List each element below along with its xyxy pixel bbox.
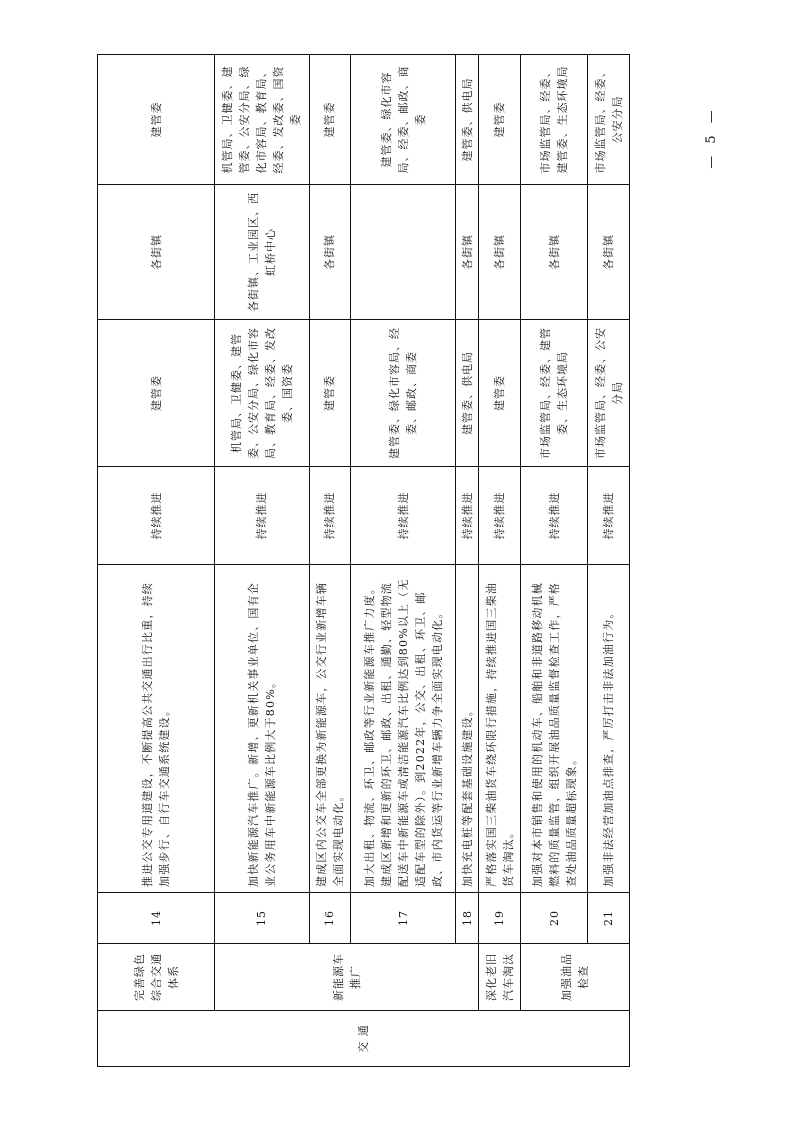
lead-unit-cell: 建管委、绿化市容局、经委、邮政、商委 [351,320,456,467]
timeline-cell: 持续推进 [351,467,456,565]
task-cell: 严格落实国三柴油货车绕环限行措施，持续推进国三柴油货车淘汰。 [479,565,521,893]
task-cell: 加强对本市销售和使用的机动车、船舶和非道路移动机械燃料的质量监管，组织开展油品质量监督检查工作，严格查处油品质量超标现象。 [521,565,588,893]
row-number: 16 [309,893,351,944]
row-number: 18 [456,893,479,944]
cooperate-unit-cell: 市场监管局、经委、公安分局 [588,55,630,185]
cooperate-unit-cell: 建管委、绿化市容局、经委、邮政、商委 [351,55,456,185]
timeline-cell: 持续推进 [521,467,588,565]
lead-unit-cell: 市场监管局、经委、建管委、生态环境局 [521,320,588,467]
responsible-unit-cell: 各街镇 [588,185,630,320]
cooperate-unit-cell: 建管委 [98,55,215,185]
row-number: 15 [215,893,309,944]
row-number: 21 [588,893,630,944]
row-number: 20 [521,893,588,944]
task-cell: 加强非法经营加油点排查，严厉打击非法加油行为。 [588,565,630,893]
table-row [479,55,521,1067]
responsible-unit-cell: 各街镇 [479,185,521,320]
row-number: 17 [351,893,456,944]
row-number: 14 [98,893,215,944]
table-row [98,55,215,1067]
lead-unit-cell: 建管委 [98,320,215,467]
responsible-unit-cell: 各街镇 [309,185,351,320]
timeline-cell: 持续推进 [309,467,351,565]
lead-unit-cell: 建管委、供电局 [456,320,479,467]
cooperate-unit-cell: 市场监管局、经委、建管委、生态环境局 [521,55,588,185]
responsible-unit-cell: 各街镇 [98,185,215,320]
category-cell: 加强油品检查 [521,944,630,1011]
cooperate-unit-cell: 建管委 [309,55,351,185]
table-row [309,55,351,1067]
table-row [521,55,588,1067]
cooperate-unit-cell: 建管委 [479,55,521,185]
lead-unit-cell: 建管委 [309,320,351,467]
category-cell: 深化老旧汽车淘汰 [479,944,521,1011]
timeline-cell: 持续推进 [98,467,215,565]
task-cell: 建成区内公交车全部更换为新能源车，公交行业新增车辆全面实现电动化。 [309,565,351,893]
task-cell: 加快新能源汽车推广。新增、更新机关事业单位、国有企业公务用车中新能源车比例大于80%。 [215,565,309,893]
section-cell: 交 通 [98,1011,630,1067]
task-cell: 加大出租、物流、环卫、邮政等行业新能源车推广力度。建成区新增和更新的环卫、邮政、出租、通勤、轻型物流配送车中新能源车或清洁能源汽车比例达到80%以上（无适配车型的除外）。到2022年，公交、出租、环卫、邮政、市内货运等行业新增车辆力争全面实现电动化。 [351,565,456,893]
table-row [351,55,456,1067]
timeline-cell: 持续推进 [215,467,309,565]
table-row [215,55,309,1067]
responsible-unit-cell: 各街镇 [456,185,479,320]
timeline-cell: 持续推进 [588,467,630,565]
lead-unit-cell: 建管委 [479,320,521,467]
responsible-unit-cell: 各街镇 [521,185,588,320]
table-row [456,55,479,1067]
page-number: — 5 — [703,106,719,169]
measures-table [97,54,630,1067]
category-cell: 完善绿色综合交通体系 [98,944,215,1011]
responsible-unit-cell [351,185,456,320]
rotated-table-container [97,55,630,1067]
timeline-cell: 持续推进 [479,467,521,565]
category-cell: 新能源车推广 [215,944,479,1011]
lead-unit-cell: 机管局、卫健委、建管委、公安分局、绿化市容局、教育局、经委、发改委、国资委 [215,320,309,467]
responsible-unit-cell: 各街镇、工业园区、西虹桥中心 [215,185,309,320]
table-row [588,55,630,1067]
cooperate-unit-cell: 建管委、供电局 [456,55,479,185]
timeline-cell: 持续推进 [456,467,479,565]
task-cell: 推进公交专用道建设，不断提高公共交通出行比重，持续加强步行、自行车交通系统建设。 [98,565,215,893]
cooperate-unit-cell: 机管局、卫健委、建管委、公安分局、绿化市容局、教育局、经委、发改委、国资委 [215,55,309,185]
task-cell: 加快充电桩等配套基础设施建设。 [456,565,479,893]
row-number: 19 [479,893,521,944]
lead-unit-cell: 市场监管局、经委、公安分局 [588,320,630,467]
